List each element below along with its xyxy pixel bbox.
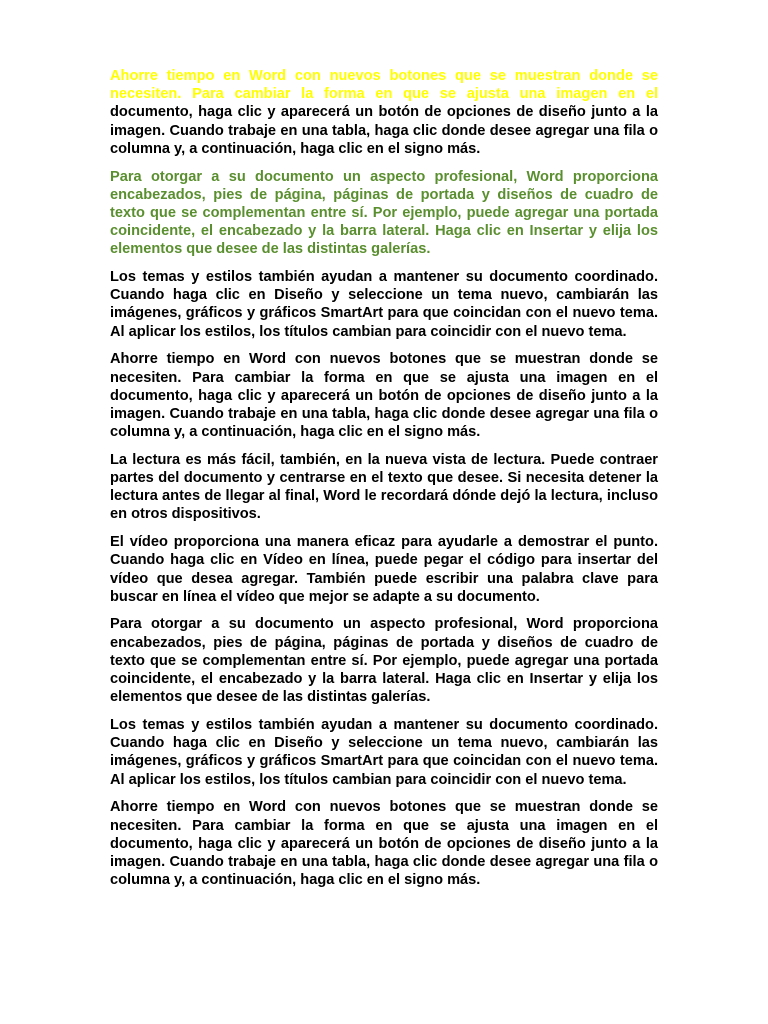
paragraph-1-highlighted-text: Ahorre tiempo en Word con nuevos botones que se muestran donde se necesiten. Para cambiar la forma en que se ajusta una imagen en el	[110, 68, 658, 103]
paragraph-7: Para otorgar a su documento un aspecto profesional, Word proporciona encabezados, pies de página, páginas de portada y diseños de cuadro de texto que se complementan entre sí. Por ejemplo, puede agregar una portada coincidente, el encabezado y la barra lateral. Haga clic en Insertar y elija los elementos que desee de las distintas galerías.	[110, 616, 658, 706]
paragraph-2-green-text: Para otorgar a su documento un aspecto profesional, Word proporciona encabezados, pies de página, páginas de portada y diseños de cuadro de texto que se complementan entre sí. Por ejemplo, puede agregar una portada coincidente, el encabezado y la barra lateral. Haga clic en Insertar y elija los elementos que desee de las distintas galerías.	[110, 168, 658, 258]
paragraph-8: Los temas y estilos también ayudan a mantener su documento coordinado. Cuando haga clic en Diseño y seleccione un tema nuevo, cambiarán las imágenes, gráficos y gráficos SmartArt para que coincidan con el nuevo tema. Al aplicar los estilos, los títulos cambian para coincidir con el nuevo tema.	[110, 717, 658, 788]
paragraph-6: El vídeo proporciona una manera eficaz para ayudarle a demostrar el punto. Cuando haga clic en Vídeo en línea, puede pegar el código para insertar del vídeo que desea agregar. También puede escribir una palabra clave para buscar en línea el vídeo que mejor se adapte a su documento.	[110, 534, 658, 605]
paragraph-1	[110, 67, 658, 158]
paragraph-5: La lectura es más fácil, también, en la nueva vista de lectura. Puede contraer partes del documento y centrarse en el texto que desee. Si necesita detener la lectura antes de llegar al final, Word le recordará dónde dejó la lectura, incluso en otros dispositivos.	[110, 451, 658, 523]
paragraph-1-text: documento, haga clic y aparecerá un botón de opciones de diseño junto a la imagen. Cuando trabaje en una tabla, haga clic donde desee agregar una fila o columna y, a continuación, haga clic en el signo más.	[110, 104, 658, 157]
paragraph-3: Los temas y estilos también ayudan a mantener su documento coordinado. Cuando haga clic en Diseño y seleccione un tema nuevo, cambiarán las imágenes, gráficos y gráficos SmartArt para que coincidan con el nuevo tema. Al aplicar los estilos, los títulos cambian para coincidir con el nuevo tema.	[110, 269, 658, 340]
document-body	[110, 67, 658, 899]
paragraph-4: Ahorre tiempo en Word con nuevos botones que se muestran donde se necesiten. Para cambiar la forma en que se ajusta una imagen en el documento, haga clic y aparecerá un botón de opciones de diseño junto a la imagen. Cuando trabaje en una tabla, haga clic donde desee agregar una fila o columna y, a continuación, haga clic en el signo más.	[110, 351, 658, 441]
paragraph-2	[110, 168, 658, 259]
paragraph-9: Ahorre tiempo en Word con nuevos botones que se muestran donde se necesiten. Para cambiar la forma en que se ajusta una imagen en el documento, haga clic y aparecerá un botón de opciones de diseño junto a la imagen. Cuando trabaje en una tabla, haga clic donde desee agregar una fila o columna y, a continuación, haga clic en el signo más.	[110, 799, 658, 889]
